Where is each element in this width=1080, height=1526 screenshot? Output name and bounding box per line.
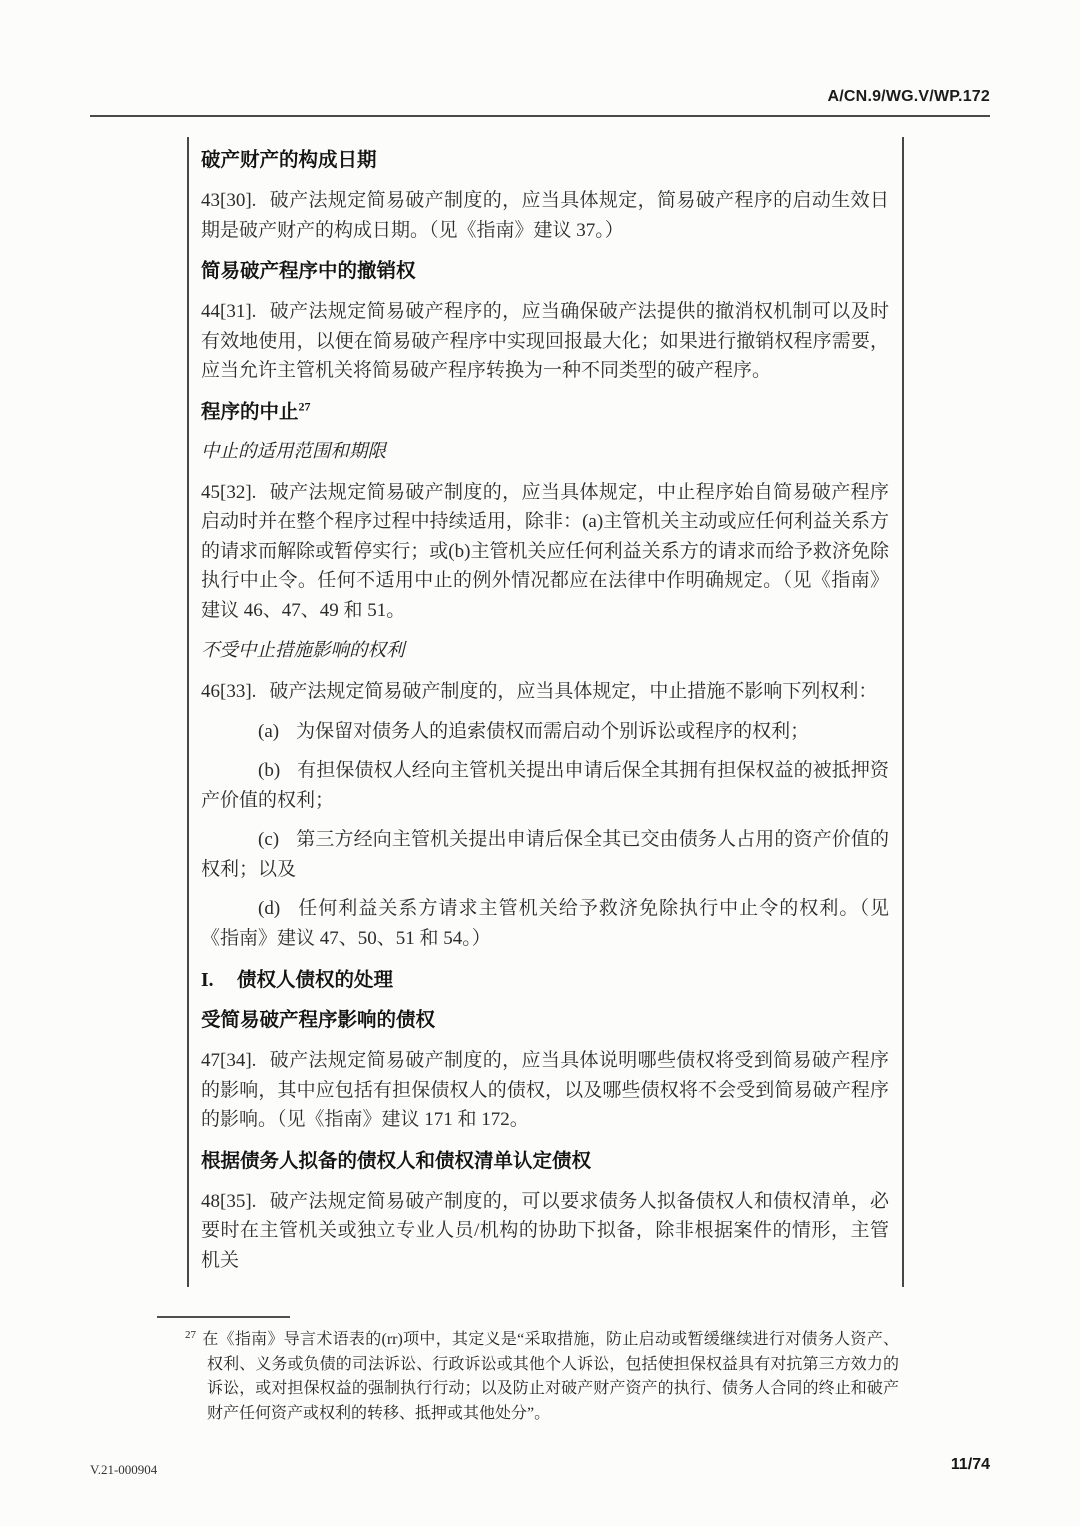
paragraph-number: 47[34]. bbox=[201, 1050, 257, 1071]
list-item-label: (d) bbox=[258, 898, 281, 919]
heading-avoidance-rights: 简易破产程序中的撤销权 bbox=[201, 261, 416, 282]
paragraph-45-32 bbox=[201, 478, 889, 626]
paragraph-text: 破产法规定简易破产制度的，可以要求债务人拟备债权人和债权清单，必要时在主管机关或独立专业人员/机构的协助下拟备，除非根据案件的情形，主管机关 bbox=[201, 1190, 889, 1271]
heading-claims-from-debtor-list: 根据债务人拟备的债权人和债权清单认定债权 bbox=[201, 1150, 592, 1172]
paragraph-text: 破产法规定简易破产程序的，应当确保破产法提供的撤消权机制可以及时有效地使用，以便在简易破产程序中实现回报最大化；如果进行撤销权程序需要，应当允许主管机关将简易破产程序转换为一种不同类型的破产程序。 bbox=[201, 301, 889, 381]
paragraph-text: 破产法规定简易破产制度的，应当具体说明哪些债权将受到简易破产程序的影响，其中应包括有担保债权人的债权，以及哪些债权将不会受到简易破产程序的影响。（见《指南》建议 171 和 172。 bbox=[201, 1050, 889, 1130]
footnote-text: 在《指南》导言术语表的(rr)项中，其定义是“采取措施，防止启动或暂缓继续进行对债务人资产、权利、义务或负债的司法诉讼、行政诉讼或其他个人诉讼，包括使担保权益具有对抗第三方效力的诉讼，或对担保权益的强制执行行动；以及防止对破产财产资产的执行、债务人合同的终止和破产财产任何资产或权利的转移、抵押或其他处分”。 bbox=[202, 1331, 899, 1422]
paragraph-number: 45[32]. bbox=[201, 481, 257, 503]
heading-claims-affected: 受简易破产程序影响的债权 bbox=[201, 1010, 436, 1031]
section-title: 债权人债权的处理 bbox=[237, 970, 394, 991]
list-item-label: (c) bbox=[258, 829, 280, 850]
paragraph-number: 43[30]. bbox=[201, 190, 257, 211]
list-item-label: (b) bbox=[258, 760, 281, 781]
list-item-a bbox=[201, 717, 889, 747]
footnote-area bbox=[157, 1316, 899, 1426]
list-item-b bbox=[201, 756, 889, 815]
list-item-text: 有担保债权人经向主管机关提出申请后保全其拥有担保权益的被抵押资产价值的权利； bbox=[201, 760, 889, 811]
heading-text: 程序的中止 bbox=[201, 401, 299, 423]
paragraph-47-34 bbox=[201, 1046, 889, 1135]
heading-estate-formation-date: 破产财产的构成日期 bbox=[201, 150, 377, 171]
paragraph-46-33 bbox=[201, 677, 889, 707]
paragraph-text: 破产法规定简易破产制度的，应当具体规定，简易破产程序的启动生效日期是破产财产的构成日期。（见《指南》建议 37。） bbox=[201, 190, 889, 241]
footnote-separator-rule bbox=[157, 1316, 290, 1318]
paragraph-43-30 bbox=[201, 186, 889, 245]
paragraph-48-35 bbox=[201, 1187, 889, 1276]
heading-stay-of-proceedings bbox=[201, 399, 889, 426]
section-label: I. bbox=[201, 970, 214, 991]
document-symbol: A/CN.9/WG.V/WP.172 bbox=[827, 88, 990, 105]
paragraph-text: 破产法规定简易破产制度的，应当具体规定，中止措施不影响下列权利： bbox=[269, 681, 878, 702]
header-rule bbox=[90, 115, 990, 117]
list-item-text: 为保留对债务人的追索债权而需启动个别诉讼或程序的权利； bbox=[296, 720, 810, 742]
list-item-c bbox=[201, 825, 889, 884]
document-number: V.21-000904 bbox=[90, 1462, 158, 1477]
list-item-text: 任何利益关系方请求主管机关给予救济免除执行中止令的权利。（见《指南》建议 47、50、51 和 54。） bbox=[201, 898, 889, 949]
page-number: 11/74 bbox=[950, 1456, 990, 1473]
paragraph-number: 44[31]. bbox=[201, 301, 257, 322]
paragraph-44-31 bbox=[201, 297, 889, 386]
list-item-d bbox=[201, 894, 889, 953]
paragraph-number: 48[35]. bbox=[201, 1190, 257, 1212]
list-item-label: (a) bbox=[258, 720, 280, 742]
footnote-marker: 27 bbox=[185, 1328, 196, 1341]
paragraph-number: 46[33]. bbox=[201, 681, 257, 702]
footnote-reference-27: 27 bbox=[298, 399, 311, 413]
paragraph-text: 破产法规定简易破产制度的，应当具体规定，中止程序始自简易破产程序启动时并在整个程序过程中持续适用，除非：(a)主管机关主动或应任何利益关系方的请求而解除或暂停实行；或(b)主管机关应任何利益关系方的请求而给予救济免除执行中止令。任何不适用中止的例外情况都应在法律中作明确规定。（见《指南》建议 46、47、49 和 51。 bbox=[201, 481, 889, 621]
body-text-block bbox=[187, 137, 904, 1287]
section-heading-I-creditor-claims bbox=[201, 967, 889, 994]
list-item-text: 第三方经向主管机关提出申请后保全其已交由债务人占用的资产价值的权利；以及 bbox=[201, 829, 889, 880]
subheading-stay-scope-duration: 中止的适用范围和期限 bbox=[201, 441, 387, 462]
subheading-rights-unaffected-by-stay: 不受中止措施影响的权利 bbox=[201, 641, 405, 661]
footnote-27 bbox=[185, 1328, 899, 1426]
